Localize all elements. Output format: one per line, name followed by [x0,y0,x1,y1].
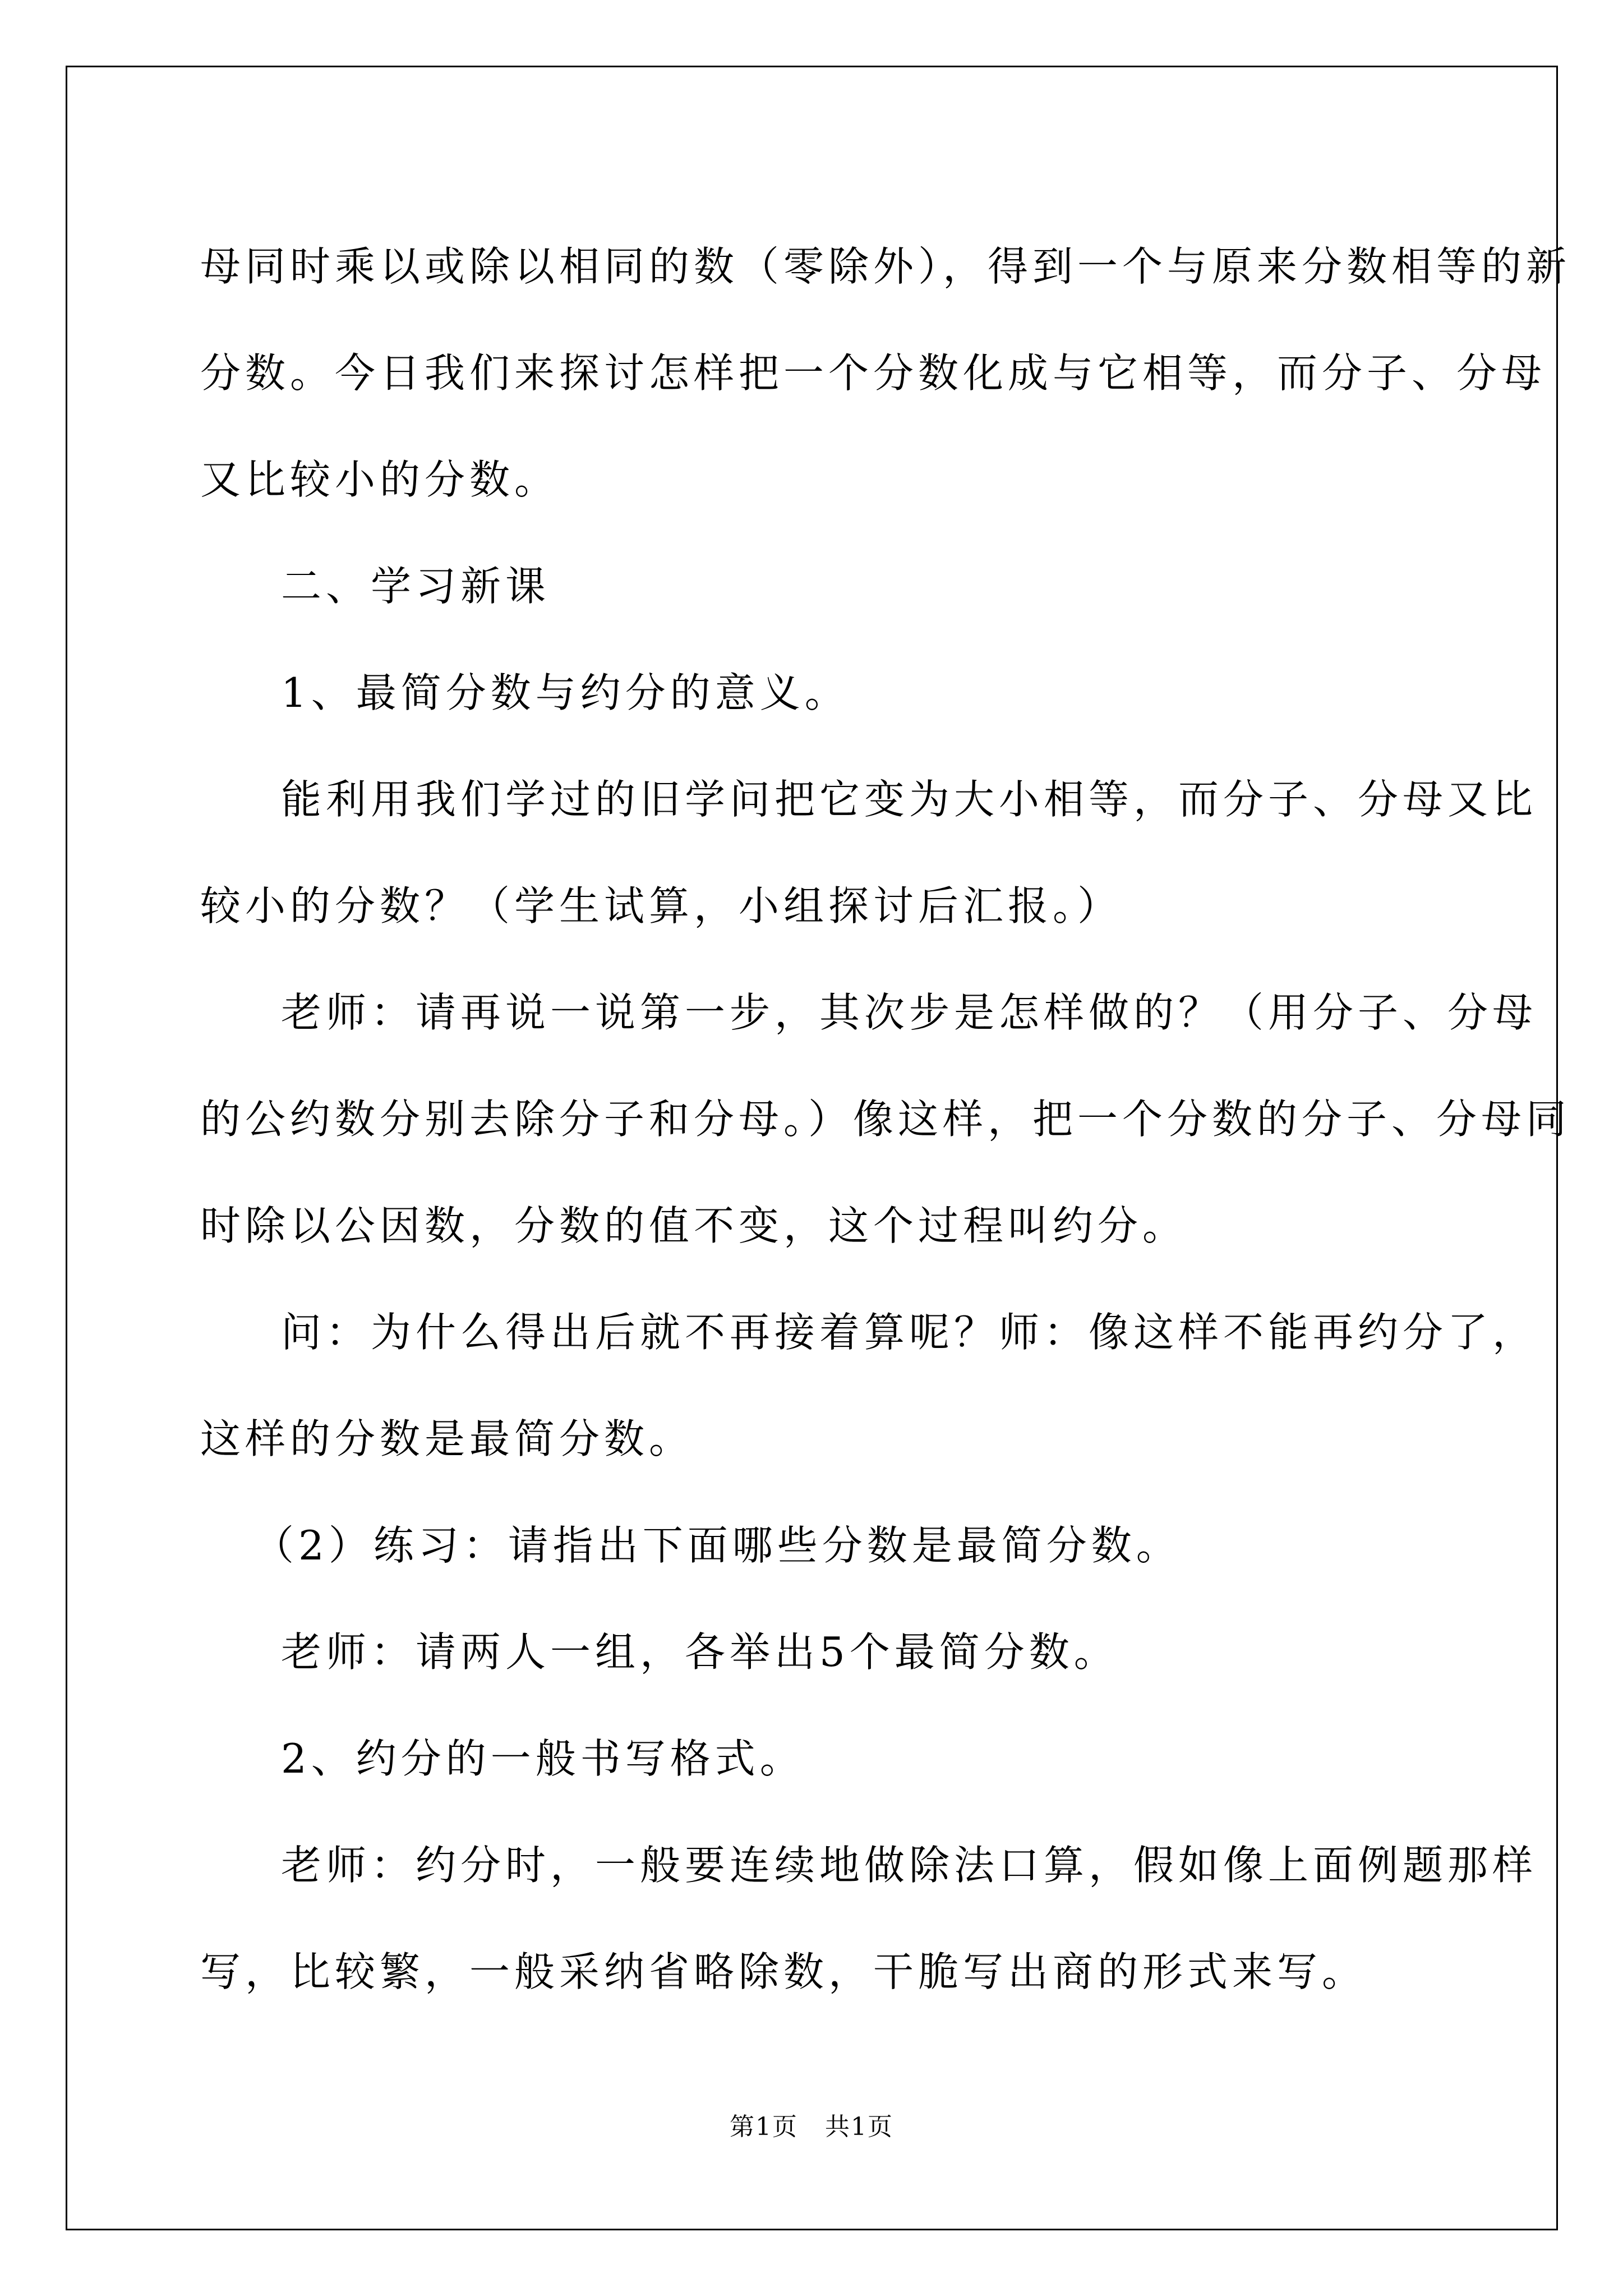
paragraph-line: 写，比较繁，一般采纳省略除数，干脆写出商的形式来写。 [200,1948,1367,1995]
section-heading: 二、学习新课 [281,563,551,610]
paragraph-line: 老师：请再说一说第一步，其次步是怎样做的？（用分子、分母 [281,989,1538,1036]
exercise-line: （2）练习：请指出下面哪些分数是最简分数。 [253,1522,1181,1569]
paragraph-line: 问：为什么得出后就不再接着算呢？师：像这样不能再约分了， [281,1309,1538,1356]
paragraph-line: 母同时乘以或除以相同的数（零除外），得到一个与原来分数相等的新 [200,243,1571,290]
paragraph-line: 这样的分数是最简分数。 [200,1415,694,1462]
paragraph-line: 又比较小的分数。 [200,456,560,503]
paragraph-line: 分数。今日我们来探讨怎样把一个分数化成与它相等，而分子、分母 [200,349,1547,397]
paragraph-line: 的公约数分别去除分子和分母。）像这样，把一个分数的分子、分母同 [200,1096,1571,1143]
paragraph-line: 较小的分数？（学生试算，小组探讨后汇报。） [200,882,1123,930]
page-number: 第1页 [730,2113,799,2141]
paragraph-line: 时除以公因数，分数的值不变，这个过程叫约分。 [200,1202,1188,1249]
subsection-heading: 2、约分的一般书写格式。 [281,1735,805,1782]
paragraph-line: 老师：请两人一组，各举出5个最简分数。 [281,1628,1119,1676]
paragraph-line: 老师：约分时，一般要连续地做除法口算，假如像上面例题那样 [281,1842,1538,1889]
subsection-heading: 1、最简分数与约分的意义。 [281,669,850,716]
page-total: 共1页 [824,2113,893,2141]
paragraph-line: 能利用我们学过的旧学问把它变为大小相等，而分子、分母又比 [281,776,1538,823]
page-footer [0,2106,1623,2142]
document-body [200,213,1571,2025]
